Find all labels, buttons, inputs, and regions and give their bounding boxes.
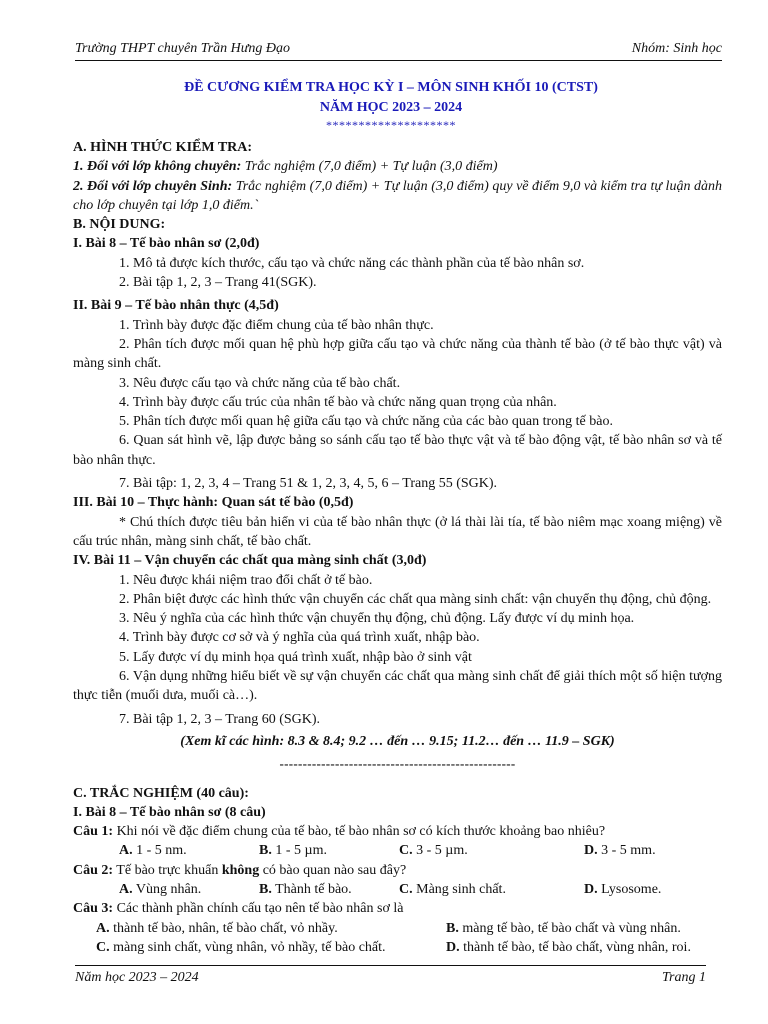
figure-note: (Xem kĩ các hình: 8.3 & 8.4; 9.2 … đến … 9.15; 11.2… đến … 11.9 – SGK) xyxy=(180,733,615,749)
option-b: B. 1 - 5 µm. xyxy=(259,843,327,859)
list-item: 5. Phân tích được mối quan hệ giữa cấu tạo và chức năng của các bào quan trong tế bào. xyxy=(119,414,613,430)
page-header xyxy=(75,40,722,61)
list-item: 5. Lấy được ví dụ minh họa quá trình xuất, nhập bào ở sinh vật xyxy=(119,649,472,665)
list-item: 6. Quan sát hình vẽ, lập được bảng so sánh cấu tạo tế bào thực vật và tế bào động vật, tế bào nhân sơ và tế bào nhân thực. xyxy=(73,433,722,468)
list-item: 2. Phân tích được mối quan hệ phù hợp giữa cấu tạo và chức năng của thành tế bào (ở tế bào thực vật) và màng sinh chất. xyxy=(73,336,722,372)
option-a: A. 1 - 5 nm. xyxy=(119,843,187,859)
section-a-heading: A. HÌNH THỨC KIỂM TRA: xyxy=(73,140,253,155)
option-a: A. Vùng nhân. xyxy=(119,881,202,897)
part-c1-title: I. Bài 8 – Tế bào nhân sơ (8 câu) xyxy=(73,804,266,820)
page-number: Trang 1 xyxy=(662,970,706,985)
section-a-item-2: 2. Đối với lớp chuyên Sinh: Trắc nghiệm (7,0 điểm) + Tự luận (3,0 điểm) quy về điểm 9,0 và kiểm tra tự luận dành cho lớp chuyên tại lớp 1,0 điểm.` xyxy=(73,178,722,213)
school-year-title: NĂM HỌC 2023 – 2024 xyxy=(319,100,463,115)
question-2: Câu 2: Tế bào trực khuẩn không có bào quan nào sau đây? xyxy=(73,862,407,878)
page-footer xyxy=(75,965,706,987)
list-item: 2. Bài tập 1, 2, 3 – Trang 41(SGK). xyxy=(119,275,317,291)
option-c: C. 3 - 5 µm. xyxy=(399,843,468,859)
group-name: Nhóm: Sinh học xyxy=(631,41,722,56)
list-item: 2. Phân biệt được các hình thức vận chuyển các chất qua màng sinh chất: vận chuyển thụ động, chủ động. xyxy=(119,591,712,607)
list-item: * Chú thích được tiêu bản hiển vi của tế bào nhân thực (ở lá thài lài tía, tế bào niêm mạc xoang miệng) về cấu trúc nhân, màng sinh chất, tế bào chất. xyxy=(73,514,722,549)
option-b: B. Thành tế bào. xyxy=(259,881,352,897)
part-4-title: IV. Bài 11 – Vận chuyển các chất qua màng sinh chất (3,0đ) xyxy=(73,553,427,569)
list-item: 3. Nêu ý nghĩa của các hình thức vận chuyển thụ động, chủ động. Lấy được ví dụ minh họa. xyxy=(119,611,635,627)
section-a-item-1: 1. Đối với lớp không chuyên: Trắc nghiệm (7,0 điểm) + Tự luận (3,0 điểm) xyxy=(73,159,498,175)
option-c: C. màng sinh chất, vùng nhân, vỏ nhầy, tế bào chất. xyxy=(96,939,386,955)
option-d: D. 3 - 5 mm. xyxy=(584,843,656,859)
footer-year: Năm học 2023 – 2024 xyxy=(75,970,199,985)
list-item: 3. Nêu được cấu tạo và chức năng của tế bào chất. xyxy=(119,375,401,391)
section-b-heading: B. NỘI DUNG: xyxy=(73,217,166,233)
question-3: Câu 3: Các thành phần chính cấu tạo nên tế bào nhân sơ là xyxy=(73,901,404,917)
list-item: 1. Trình bày được đặc điểm chung của tế bào nhân thực. xyxy=(119,317,434,333)
part-2-title: II. Bài 9 – Tế bào nhân thực (4,5đ) xyxy=(73,298,279,314)
question-2-options xyxy=(73,880,722,899)
part-1-title: I. Bài 8 – Tế bào nhân sơ (2,0đ) xyxy=(73,236,260,252)
question-1: Câu 1: Khi nói về đặc điểm chung của tế bào, tế bào nhân sơ có kích thước khoảng bao nhiêu? xyxy=(73,824,606,840)
list-item: 1. Mô tả được kích thước, cấu tạo và chức năng các thành phần của tế bào nhân sơ. xyxy=(119,255,585,271)
list-item: 4. Trình bày được cấu trúc của nhân tế bào và chức năng quan trọng của nhân. xyxy=(119,394,557,410)
title-stars: ******************** xyxy=(326,118,456,132)
question-3-options xyxy=(73,919,722,958)
option-d: D. thành tế bào, tế bào chất, vùng nhân, roi. xyxy=(446,939,691,955)
separator-line: --------------------------------------------------- xyxy=(279,756,516,772)
option-c: C. Màng sinh chất. xyxy=(399,881,506,897)
section-c-heading: C. TRẮC NGHIỆM (40 câu): xyxy=(73,785,249,801)
list-item: 7. Bài tập: 1, 2, 3, 4 – Trang 51 & 1, 2, 3, 4, 5, 6 – Trang 55 (SGK). xyxy=(119,476,498,492)
list-item: 7. Bài tập 1, 2, 3 – Trang 60 (SGK). xyxy=(119,711,321,727)
option-d: D. Lysosome. xyxy=(584,881,662,897)
option-b: B. màng tế bào, tế bào chất và vùng nhân. xyxy=(446,920,681,936)
list-item: 4. Trình bày được cơ sở và ý nghĩa của quá trình xuất, nhập bào. xyxy=(119,630,480,646)
question-1-options xyxy=(73,841,722,860)
option-a: A. thành tế bào, nhân, tế bào chất, vỏ nhầy. xyxy=(96,920,338,936)
title-block xyxy=(60,78,722,132)
school-name: Trường THPT chuyên Trần Hưng Đạo xyxy=(75,41,291,56)
part-3-title: III. Bài 10 – Thực hành: Quan sát tế bào (0,5đ) xyxy=(73,495,354,511)
document-title: ĐỀ CƯƠNG KIỂM TRA HỌC KỲ I – MÔN SINH KHỐI 10 (CTST) xyxy=(184,80,598,95)
list-item: 1. Nêu được khái niệm trao đổi chất ở tế bào. xyxy=(119,572,373,588)
list-item: 6. Vận dụng những hiểu biết về sự vận chuyển các chất qua màng sinh chất để giải thích một số hiện tượng thực tiễn (muối dưa, muối cà…). xyxy=(73,669,722,704)
document-body xyxy=(73,138,722,957)
